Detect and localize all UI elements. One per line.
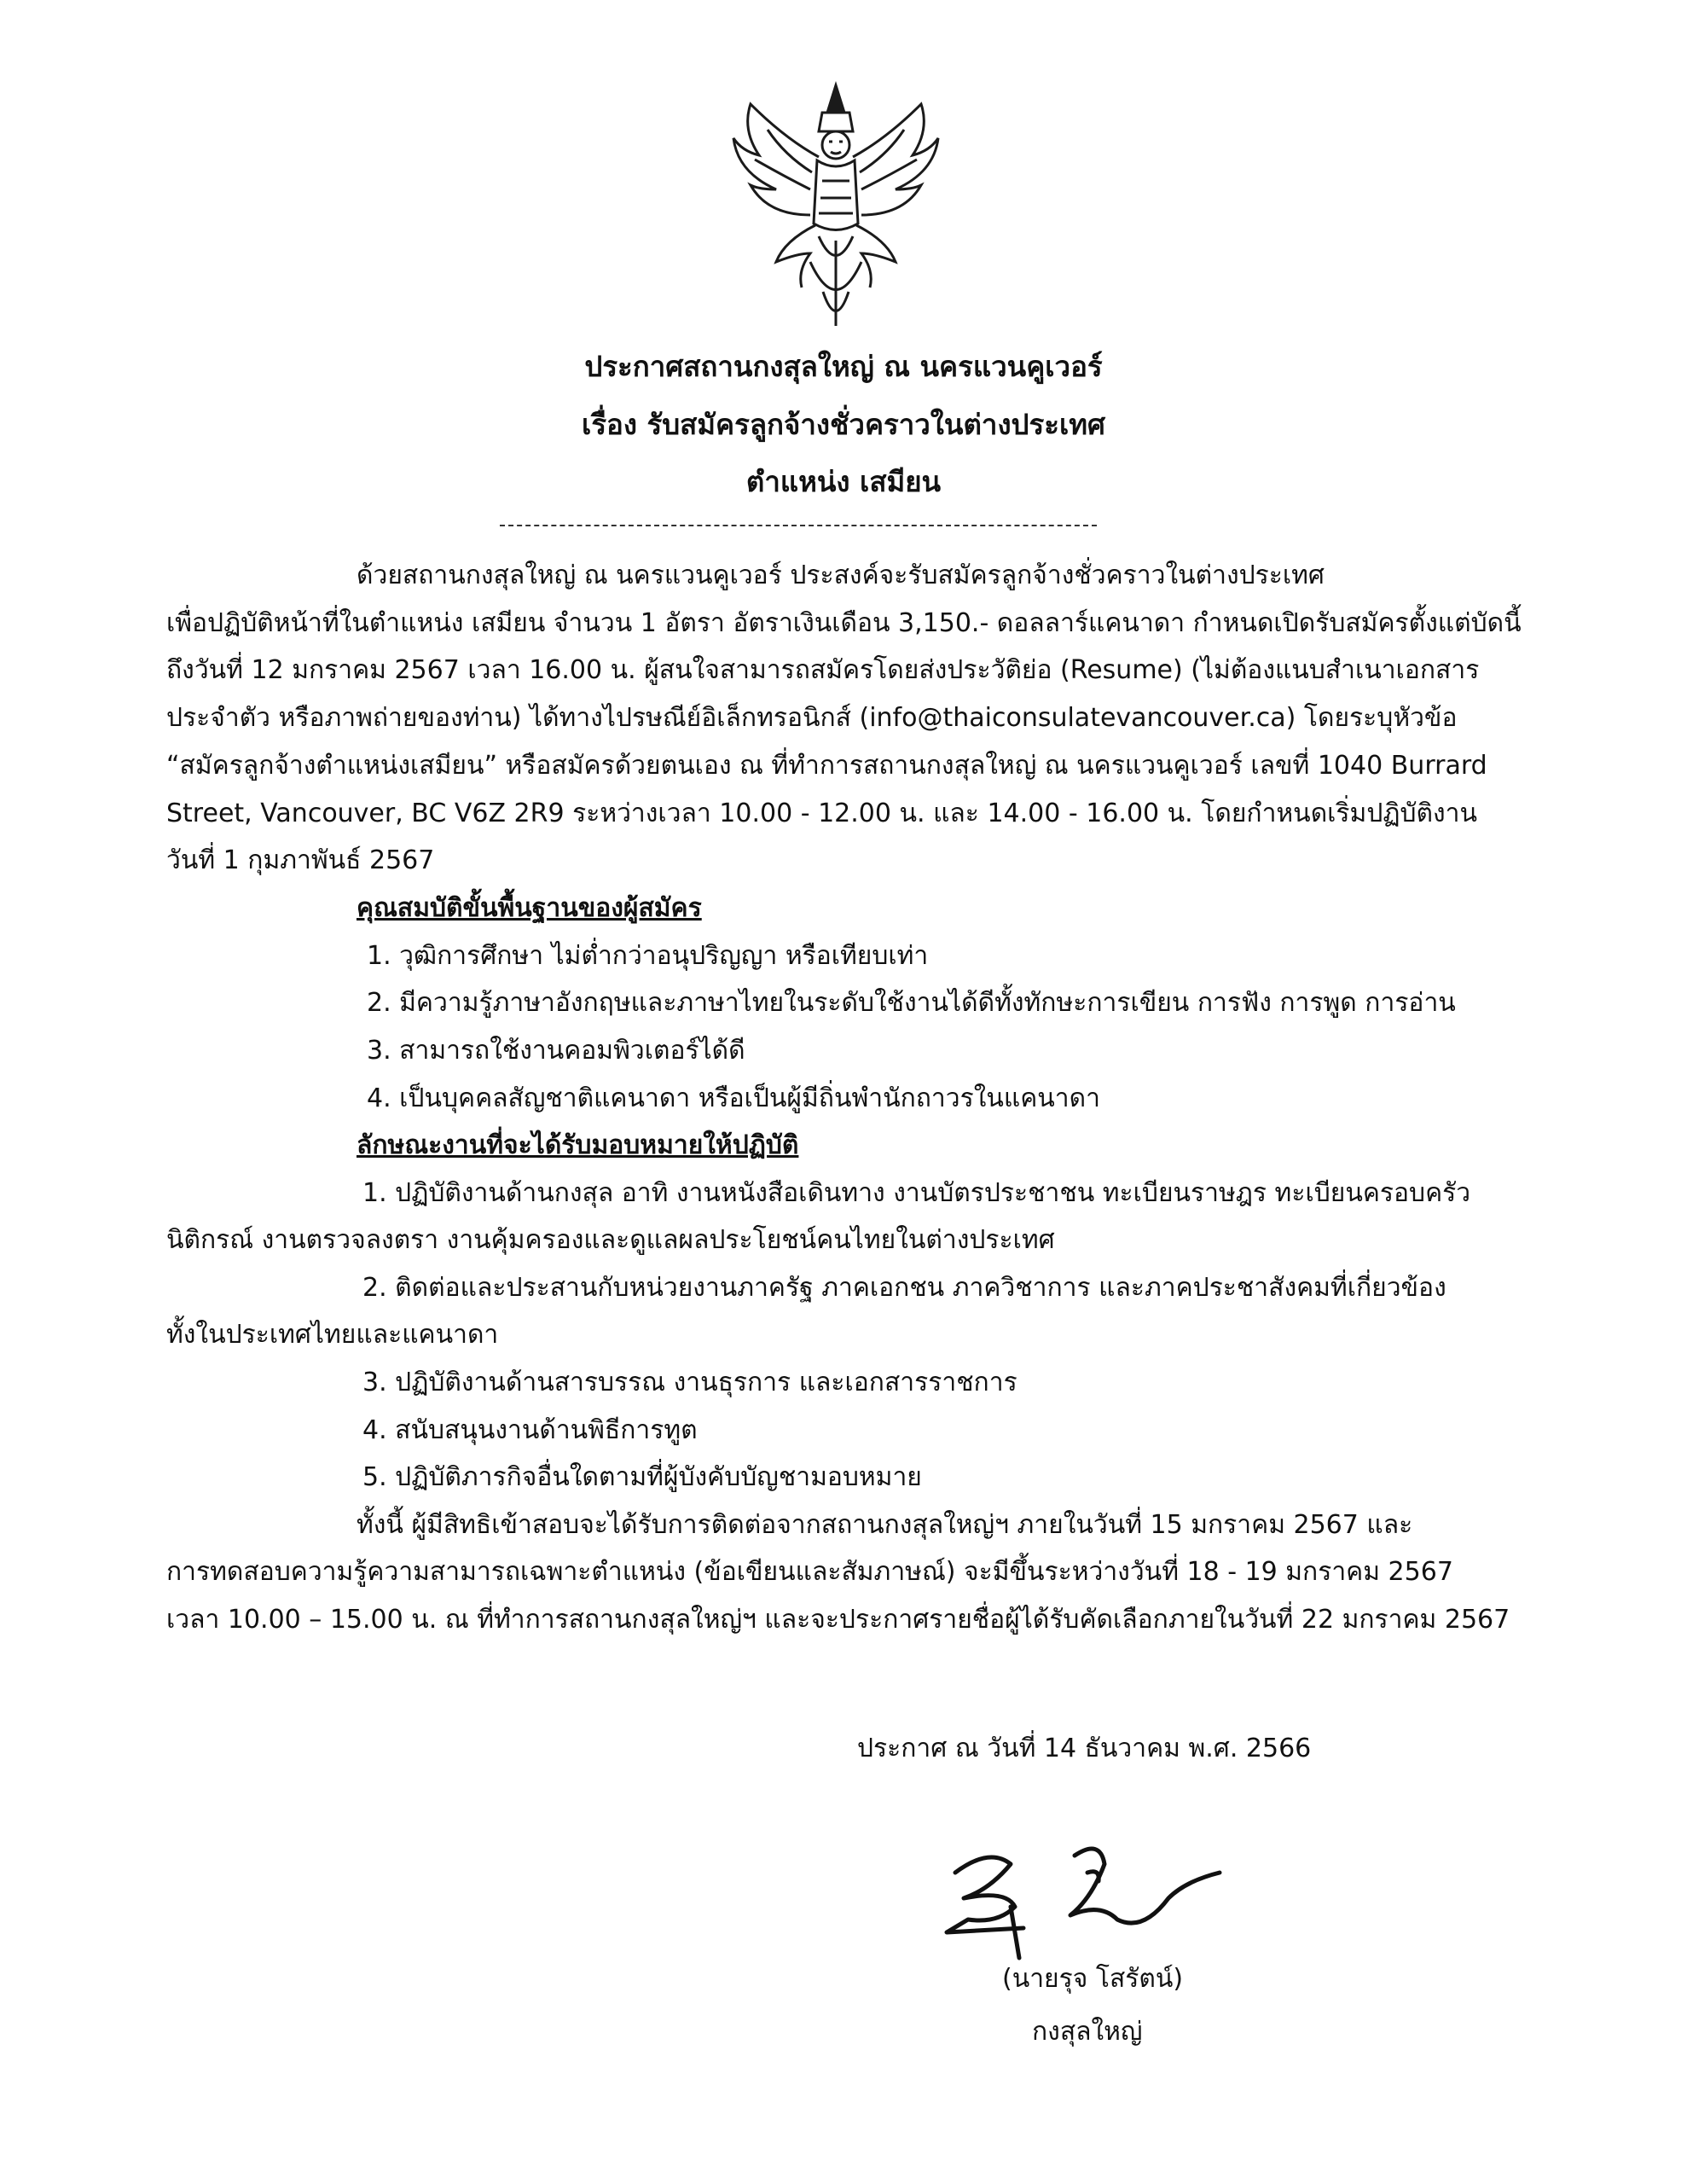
duty-item-2-line-1: 2. ติดต่อและประสานกับหน่วยงานภาครัฐ ภาคเอกชน ภาควิชาการ และภาคประชาสังคมที่เกี่ยวข้อง xyxy=(362,1273,1446,1303)
closing-line-3: เวลา 10.00 – 15.00 น. ณ ที่ทำการสถานกงสุลใหญ่ฯ และจะประกาศรายชื่อผู้ได้รับคัดเลือกภายในวันที่ 22 มกราคม 2567 xyxy=(166,1605,1510,1635)
qualifications-heading: คุณสมบัติขั้นพื้นฐานของผู้สมัคร xyxy=(357,893,702,923)
intro-line-7: วันที่ 1 กุมภาพันธ์ 2567 xyxy=(166,845,435,875)
title-divider xyxy=(500,525,1097,526)
intro-line-5: “สมัครลูกจ้างตำแหน่งเสมียน” หรือสมัครด้วยตนเอง ณ ที่ทำการสถานกงสุลใหญ่ ณ นครแวนคูเวอร์ เลขที่ 1040 Burrard xyxy=(166,751,1487,781)
duty-item-2-line-2: ทั้งในประเทศไทยและแคนาดา xyxy=(166,1320,499,1350)
intro-line-3: ถึงวันที่ 12 มกราคม 2567 เวลา 16.00 น. ผู้สนใจสามารถสมัครโดยส่งประวัติย่อ (Resume) (ไม่ต้องแนบสำเนาเอกสาร xyxy=(166,655,1480,685)
garuda-emblem-icon xyxy=(716,78,955,334)
handwritten-signature xyxy=(930,1838,1237,1966)
announcement-date: ประกาศ ณ วันที่ 14 ธันวาคม พ.ศ. 2566 xyxy=(857,1734,1312,1763)
duty-item-1-line-2: นิติกรณ์ งานตรวจลงตรา งานคุ้มครองและดูแลผลประโยชน์คนไทยในต่างประเทศ xyxy=(166,1225,1055,1255)
closing-line-1: ทั้งนี้ ผู้มีสิทธิเข้าสอบจะได้รับการติดต่อจากสถานกงสุลใหญ่ฯ ภายในวันที่ 15 มกราคม 2567 และ xyxy=(357,1510,1413,1540)
signatory-position: กงสุลใหญ่ xyxy=(1032,2017,1143,2047)
duty-item-3: 3. ปฏิบัติงานด้านสารบรรณ งานธุรการ และเอกสารราชการ xyxy=(362,1368,1017,1397)
qualification-item-1: 1. วุฒิการศึกษา ไม่ต่ำกว่าอนุปริญญา หรือเทียบเท่า xyxy=(367,941,929,971)
intro-line-2: เพื่อปฏิบัติหน้าที่ในตำแหน่ง เสมียน จำนวน 1 อัตรา อัตราเงินเดือน 3,150.- ดอลลาร์แคนาดา กำหนดเปิดรับสมัครตั้งแต่บัดนี้ xyxy=(166,608,1522,638)
duty-item-1-line-1: 1. ปฏิบัติงานด้านกงสุล อาทิ งานหนังสือเดินทาง งานบัตรประชาชน ทะเบียนราษฎร ทะเบียนครอบครัว xyxy=(362,1178,1471,1208)
title-line-3: ตำแหน่ง เสมียน xyxy=(745,465,942,498)
intro-line-1: ด้วยสถานกงสุลใหญ่ ณ นครแวนคูเวอร์ ประสงค์จะรับสมัครลูกจ้างชั่วคราวในต่างประเทศ xyxy=(357,561,1325,590)
title-line-2: เรื่อง รับสมัครลูกจ้างชั่วคราวในต่างประเทศ xyxy=(582,408,1105,441)
signatory-name: (นายรุจ โสรัตน์) xyxy=(1002,1964,1184,1994)
intro-line-4: ประจำตัว หรือภาพถ่ายของท่าน) ได้ทางไปรษณีย์อิเล็กทรอนิกส์ (info@thaiconsulatevancouver.ca) โดยระบุหัวข้อ xyxy=(166,703,1458,733)
duties-heading: ลักษณะงานที่จะได้รับมอบหมายให้ปฏิบัติ xyxy=(357,1130,799,1160)
qualification-item-4: 4. เป็นบุคคลสัญชาติแคนาดา หรือเป็นผู้มีถิ่นพำนักถาวรในแคนาดา xyxy=(367,1083,1100,1113)
duty-item-4: 4. สนับสนุนงานด้านพิธีการทูต xyxy=(362,1415,698,1445)
intro-line-6: Street, Vancouver, BC V6Z 2R9 ระหว่างเวลา 10.00 - 12.00 น. และ 14.00 - 16.00 น. โดยกำหนดเริ่มปฏิบัติงาน xyxy=(166,799,1478,828)
qualification-item-2: 2. มีความรู้ภาษาอังกฤษและภาษาไทยในระดับใช้งานได้ดีทั้งทักษะการเขียน การฟัง การพูด การอ่าน xyxy=(367,988,1456,1018)
title-line-1: ประกาศสถานกงสุลใหญ่ ณ นครแวนคูเวอร์ xyxy=(584,350,1103,383)
duty-item-5: 5. ปฏิบัติภารกิจอื่นใดตามที่ผู้บังคับบัญชามอบหมาย xyxy=(362,1462,922,1492)
closing-line-2: การทดสอบความรู้ความสามารถเฉพาะตำแหน่ง (ข้อเขียนและสัมภาษณ์) จะมีขึ้นระหว่างวันที่ 18 - 19 มกราคม 2567 xyxy=(166,1557,1453,1587)
qualification-item-3: 3. สามารถใช้งานคอมพิวเตอร์ได้ดี xyxy=(367,1036,745,1066)
